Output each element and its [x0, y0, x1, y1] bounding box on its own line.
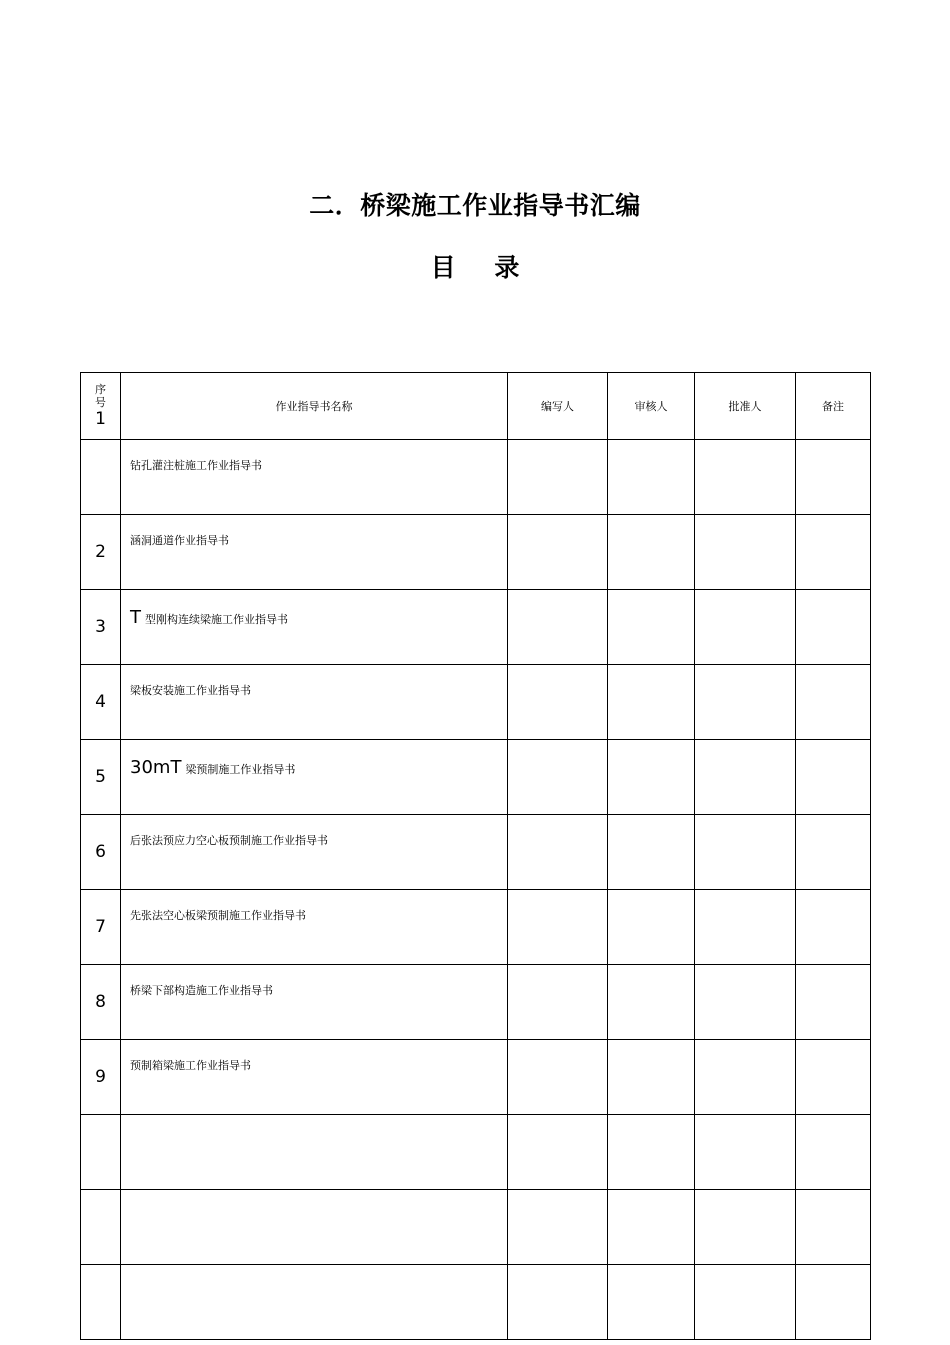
row-remark-cell: [796, 1190, 871, 1265]
row-author-cell: [508, 890, 608, 965]
row-remark-cell: [796, 1265, 871, 1340]
row-author-cell: [508, 815, 608, 890]
header-remark: 备注: [796, 373, 871, 440]
row-author-cell: [508, 665, 608, 740]
row-seq: [81, 440, 121, 515]
table-header-row: [81, 373, 871, 440]
row-approver-cell: [695, 590, 796, 665]
table-row: [81, 890, 871, 965]
row-approver-cell: [695, 440, 796, 515]
row-approver-cell: [695, 1115, 796, 1190]
row-name-text: 钻孔灌注桩施工作业指导书: [130, 459, 262, 472]
row-reviewer-cell: [608, 815, 695, 890]
table-row: [81, 1040, 871, 1115]
row-document-name: [121, 1040, 508, 1115]
row-remark-cell: [796, 665, 871, 740]
toc-body: [81, 440, 871, 1340]
row-document-name: [121, 1115, 508, 1190]
row-approver-cell: [695, 965, 796, 1040]
row-approver-cell: [695, 665, 796, 740]
row-approver-cell: [695, 1265, 796, 1340]
row-reviewer-cell: [608, 890, 695, 965]
header-seq: [81, 373, 121, 440]
row-name-prefix: 30mT: [130, 757, 182, 778]
row-seq: 3: [81, 590, 121, 665]
toc-table: [80, 372, 871, 1340]
row-author-cell: [508, 590, 608, 665]
row-seq: [81, 1115, 121, 1190]
row-approver-cell: [695, 890, 796, 965]
row-seq: [81, 1190, 121, 1265]
row-name-text: 涵洞通道作业指导书: [130, 534, 229, 547]
row-document-name: [121, 665, 508, 740]
row-seq: 5: [81, 740, 121, 815]
row-reviewer-cell: [608, 440, 695, 515]
row-remark-cell: [796, 965, 871, 1040]
row-seq: 9: [81, 1040, 121, 1115]
table-row: [81, 1115, 871, 1190]
table-row: [81, 440, 871, 515]
row-name-text: 桥梁下部构造施工作业指导书: [130, 984, 273, 997]
row-document-name: [121, 515, 508, 590]
header-author: 编写人: [508, 373, 608, 440]
document-title: 二．桥梁施工作业指导书汇编: [309, 191, 641, 220]
row-approver-cell: [695, 1190, 796, 1265]
row-seq: 8: [81, 965, 121, 1040]
row-seq: 6: [81, 815, 121, 890]
row-remark-cell: [796, 740, 871, 815]
row-approver-cell: [695, 815, 796, 890]
row-name-text: 梁板安装施工作业指导书: [130, 684, 251, 697]
row-approver-cell: [695, 740, 796, 815]
row-reviewer-cell: [608, 1115, 695, 1190]
row-document-name: [121, 1190, 508, 1265]
row-author-cell: [508, 1115, 608, 1190]
header-name: 作业指导书名称: [121, 373, 508, 440]
row-remark-cell: [796, 1040, 871, 1115]
row-remark-cell: [796, 590, 871, 665]
row-name-text: 先张法空心板梁预制施工作业指导书: [130, 909, 306, 922]
toc-heading-char: 目: [430, 253, 456, 282]
row-remark-cell: [796, 515, 871, 590]
row-document-name: [121, 740, 508, 815]
row-reviewer-cell: [608, 1040, 695, 1115]
row-approver-cell: [695, 515, 796, 590]
table-row: [81, 1190, 871, 1265]
row-reviewer-cell: [608, 1265, 695, 1340]
row-author-cell: [508, 515, 608, 590]
row-name-text: 型刚构连续梁施工作业指导书: [145, 613, 288, 626]
row-name-text: 梁预制施工作业指导书: [185, 763, 296, 776]
header-seq-line2: 号: [95, 396, 106, 409]
row-reviewer-cell: [608, 1190, 695, 1265]
row-author-cell: [508, 740, 608, 815]
row-document-name: [121, 1265, 508, 1340]
row-remark-cell: [796, 1115, 871, 1190]
row-reviewer-cell: [608, 515, 695, 590]
row-reviewer-cell: [608, 965, 695, 1040]
row-author-cell: [508, 965, 608, 1040]
table-row: [81, 665, 871, 740]
row-document-name: [121, 965, 508, 1040]
row-reviewer-cell: [608, 740, 695, 815]
row-seq: 7: [81, 890, 121, 965]
row-author-cell: [508, 1040, 608, 1115]
row-remark-cell: [796, 890, 871, 965]
header-approver: 批准人: [695, 373, 796, 440]
row-author-cell: [508, 1265, 608, 1340]
row-document-name: [121, 440, 508, 515]
header-seq-first-number: 1: [95, 409, 106, 429]
table-row: [81, 815, 871, 890]
row-name-text: 后张法预应力空心板预制施工作业指导书: [130, 834, 328, 847]
row-document-name: [121, 590, 508, 665]
table-row: [81, 515, 871, 590]
row-name-text: 预制箱梁施工作业指导书: [130, 1059, 251, 1072]
row-document-name: [121, 815, 508, 890]
row-author-cell: [508, 1190, 608, 1265]
row-seq: [81, 1265, 121, 1340]
row-name-prefix: T: [130, 607, 141, 628]
toc-heading-char: 录: [494, 253, 520, 282]
table-row: [81, 740, 871, 815]
row-reviewer-cell: [608, 590, 695, 665]
row-document-name: [121, 890, 508, 965]
row-author-cell: [508, 440, 608, 515]
header-seq-line1: 序: [95, 383, 106, 396]
row-seq: 4: [81, 665, 121, 740]
header-reviewer: 审核人: [608, 373, 695, 440]
row-remark-cell: [796, 815, 871, 890]
row-approver-cell: [695, 1040, 796, 1115]
row-seq: 2: [81, 515, 121, 590]
row-remark-cell: [796, 440, 871, 515]
row-reviewer-cell: [608, 665, 695, 740]
table-row: [81, 590, 871, 665]
table-row: [81, 1265, 871, 1340]
table-row: [81, 965, 871, 1040]
toc-heading: [0, 248, 950, 284]
